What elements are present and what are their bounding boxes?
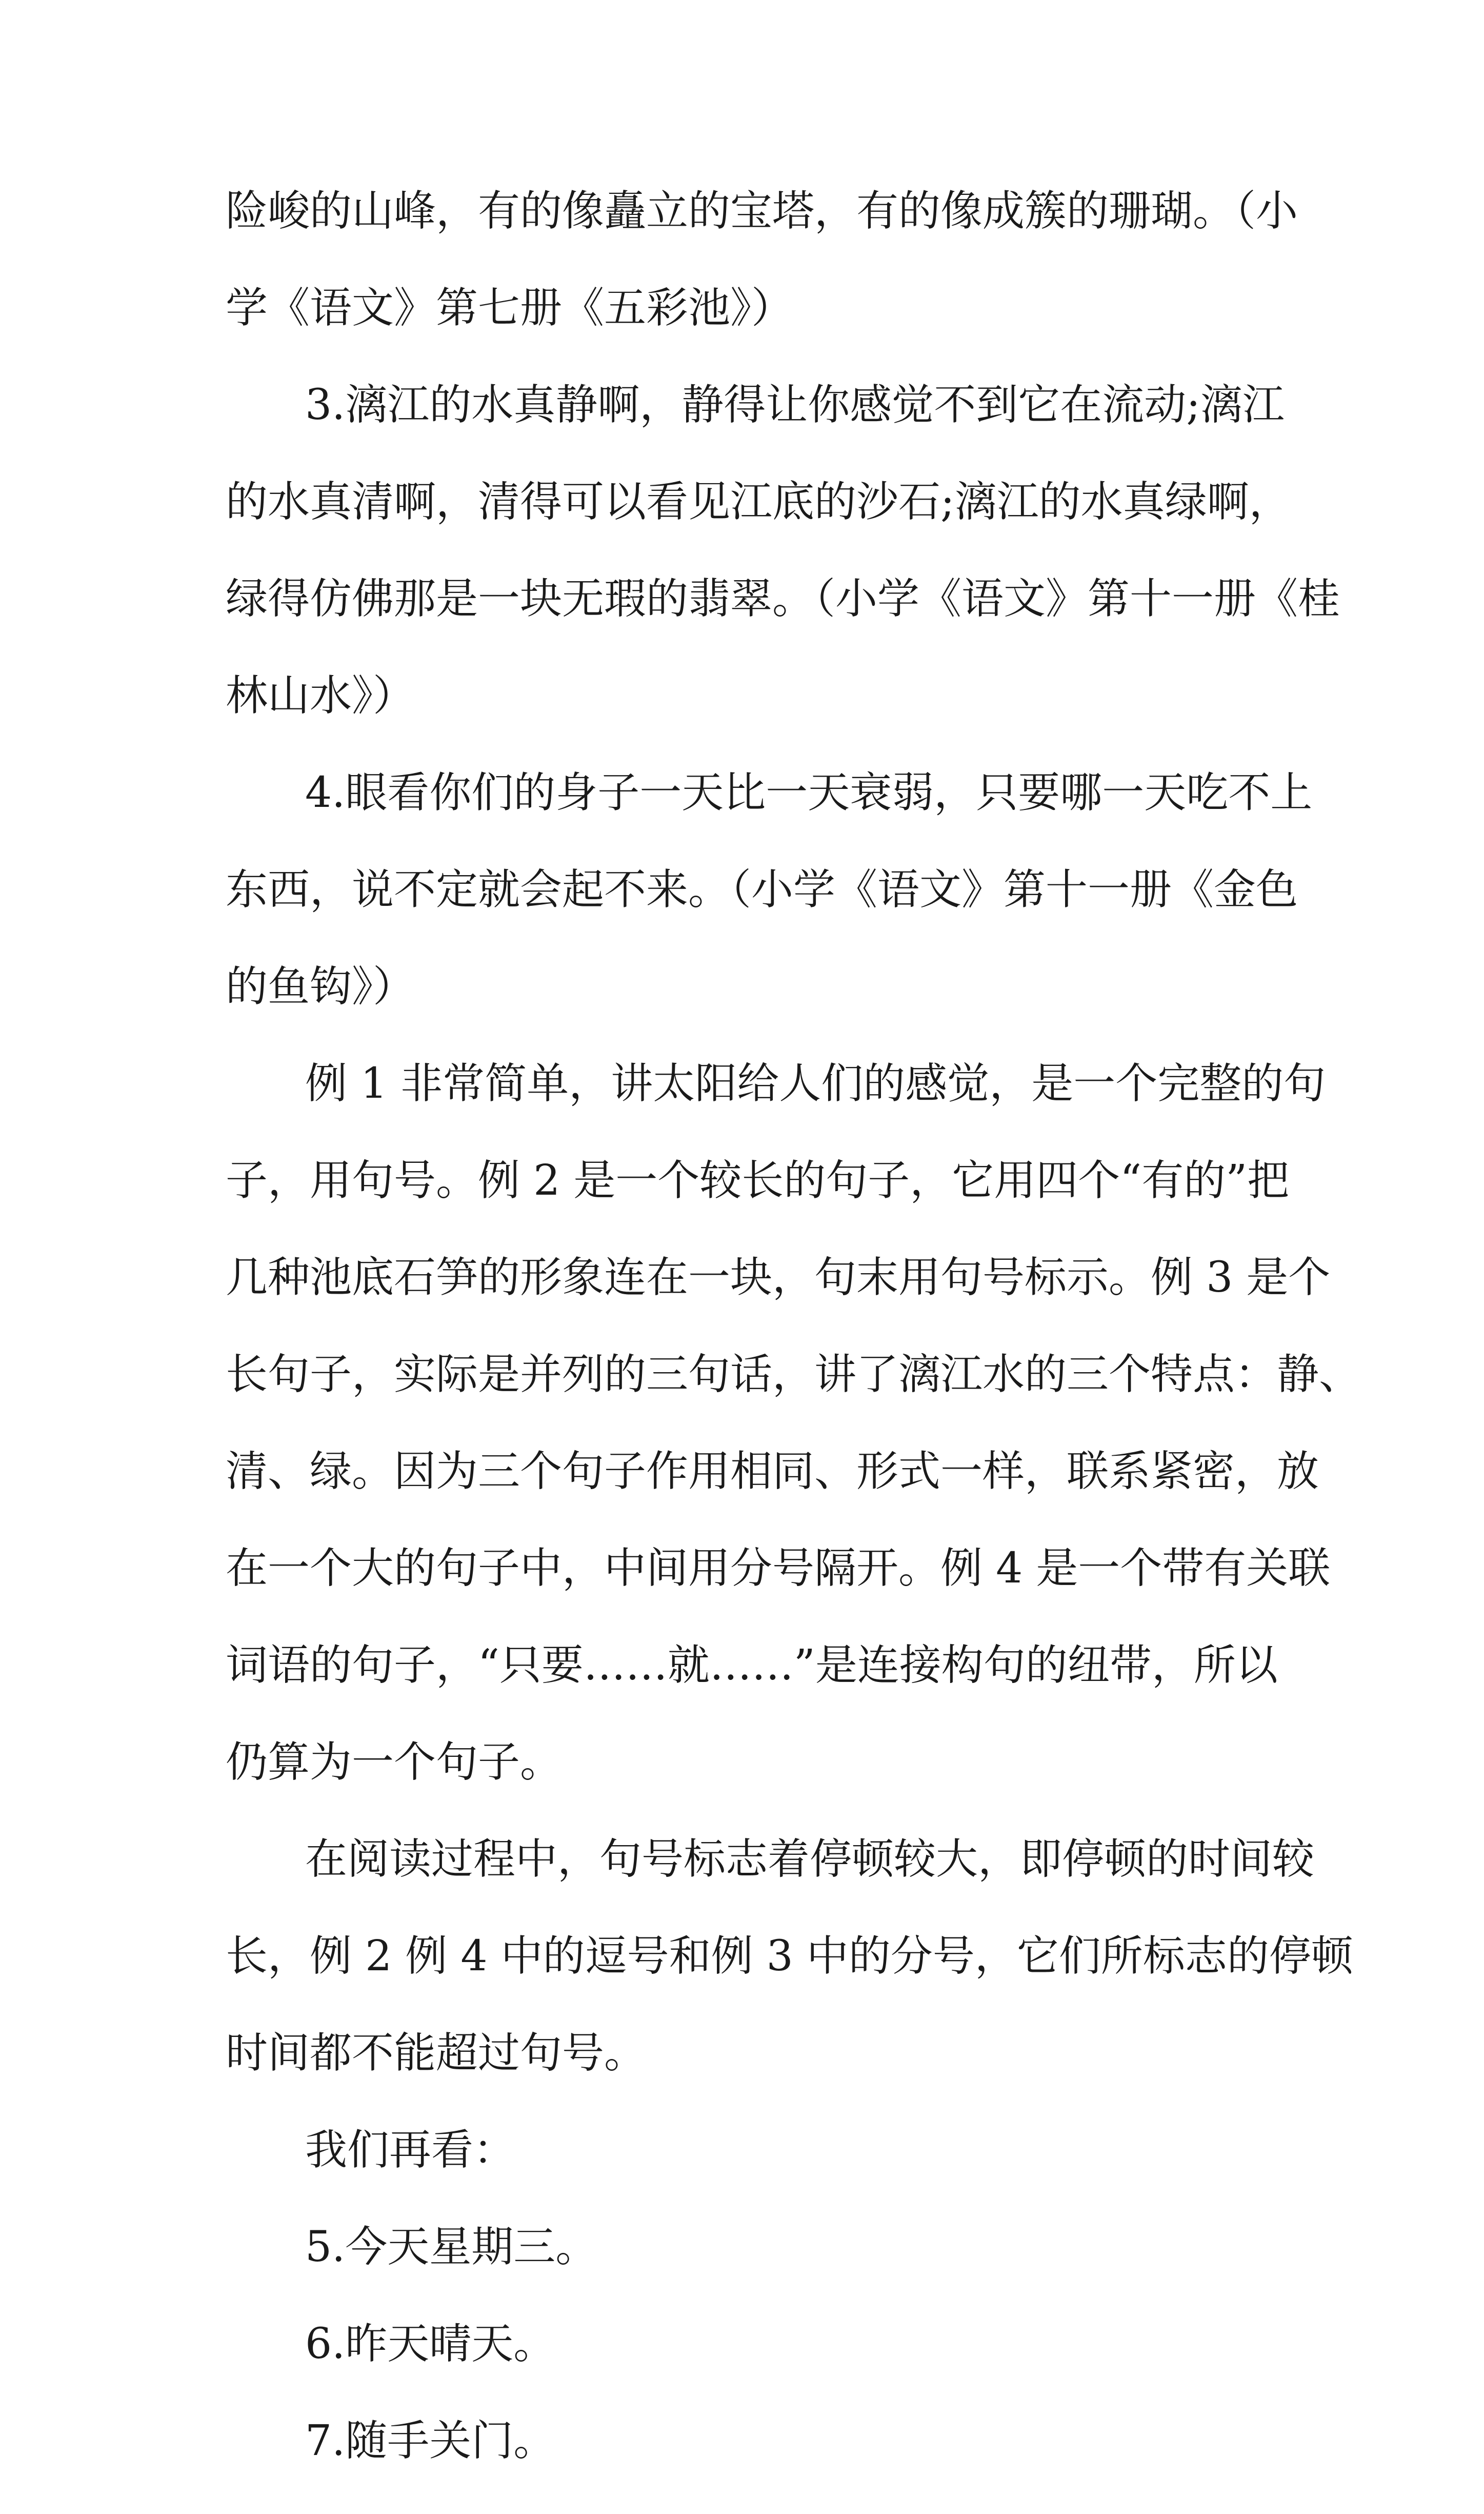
text-line: 例 1 非常简单，讲太阳给人们的感觉，是一个完整的句 xyxy=(305,1059,1326,1108)
text-line: 4.眼看你们的身子一天比一天衰弱，只要哪一天吃不上 xyxy=(305,768,1313,817)
text-line: 林山水》） xyxy=(226,671,415,720)
text-line: 5.今天星期三。 xyxy=(305,2223,598,2271)
text-line: 长句子，实际是并列的三句话，讲了漓江水的三个特点：静、 xyxy=(226,1350,1361,1399)
text-line: 的水真清啊，清得可以看见江底的沙石;漓江的水真绿啊， xyxy=(226,478,1291,526)
text-line: 长，例 2 例 4 中的逗号和例 3 中的分号，它们所标志的停顿 xyxy=(226,1932,1353,1981)
text-line: 东西，说不定就会起不来。（小学《语文》第十一册《金色 xyxy=(226,865,1298,914)
text-line: 7.随手关门。 xyxy=(305,2417,556,2465)
text-line: 在一个大的句子中，中间用分号隔开。例 4 是一个带有关联 xyxy=(226,1544,1331,1593)
text-line: 3.漓江的水真静啊，静得让你感觉不到它在流动;漓江 xyxy=(305,381,1285,429)
text-line: 子，用句号。例 2 是一个较长的句子，它用四个“有的”把 xyxy=(226,1156,1290,1205)
text-line: 绿得仿佛那是一块无瑕的翡翠。（小学《语文》第十一册《桂 xyxy=(226,575,1340,623)
text-line: 的鱼钩》） xyxy=(226,962,415,1011)
text-line: 在阅读过程中，句号标志着停顿较大，即停顿的时间较 xyxy=(305,1835,1315,1884)
text-line: 时间都不能超过句号。 xyxy=(226,2029,647,2077)
text-line: 清、绿。因为三个句子作用相同、形式一样，联系紧密，放 xyxy=(226,1447,1319,1496)
text-line: 6.昨天晴天。 xyxy=(305,2320,556,2368)
text-line: 学《语文》第七册《五彩池》） xyxy=(226,284,794,332)
document-page xyxy=(226,187,1361,2514)
text-line: 几种池底石笋的形象连在一块，句末用句号标示。例 3 是个 xyxy=(226,1253,1331,1302)
text-line: 仍算为一个句子。 xyxy=(226,1738,563,1787)
text-line: 险峻的山峰，有的像矗立的宝塔，有的像成簇的珊瑚。（小 xyxy=(226,187,1298,235)
text-line: 我们再看： xyxy=(305,2126,516,2174)
text-line: 词语的句子，“只要……就……”是连接构句的纽带，所以 xyxy=(226,1641,1278,1690)
